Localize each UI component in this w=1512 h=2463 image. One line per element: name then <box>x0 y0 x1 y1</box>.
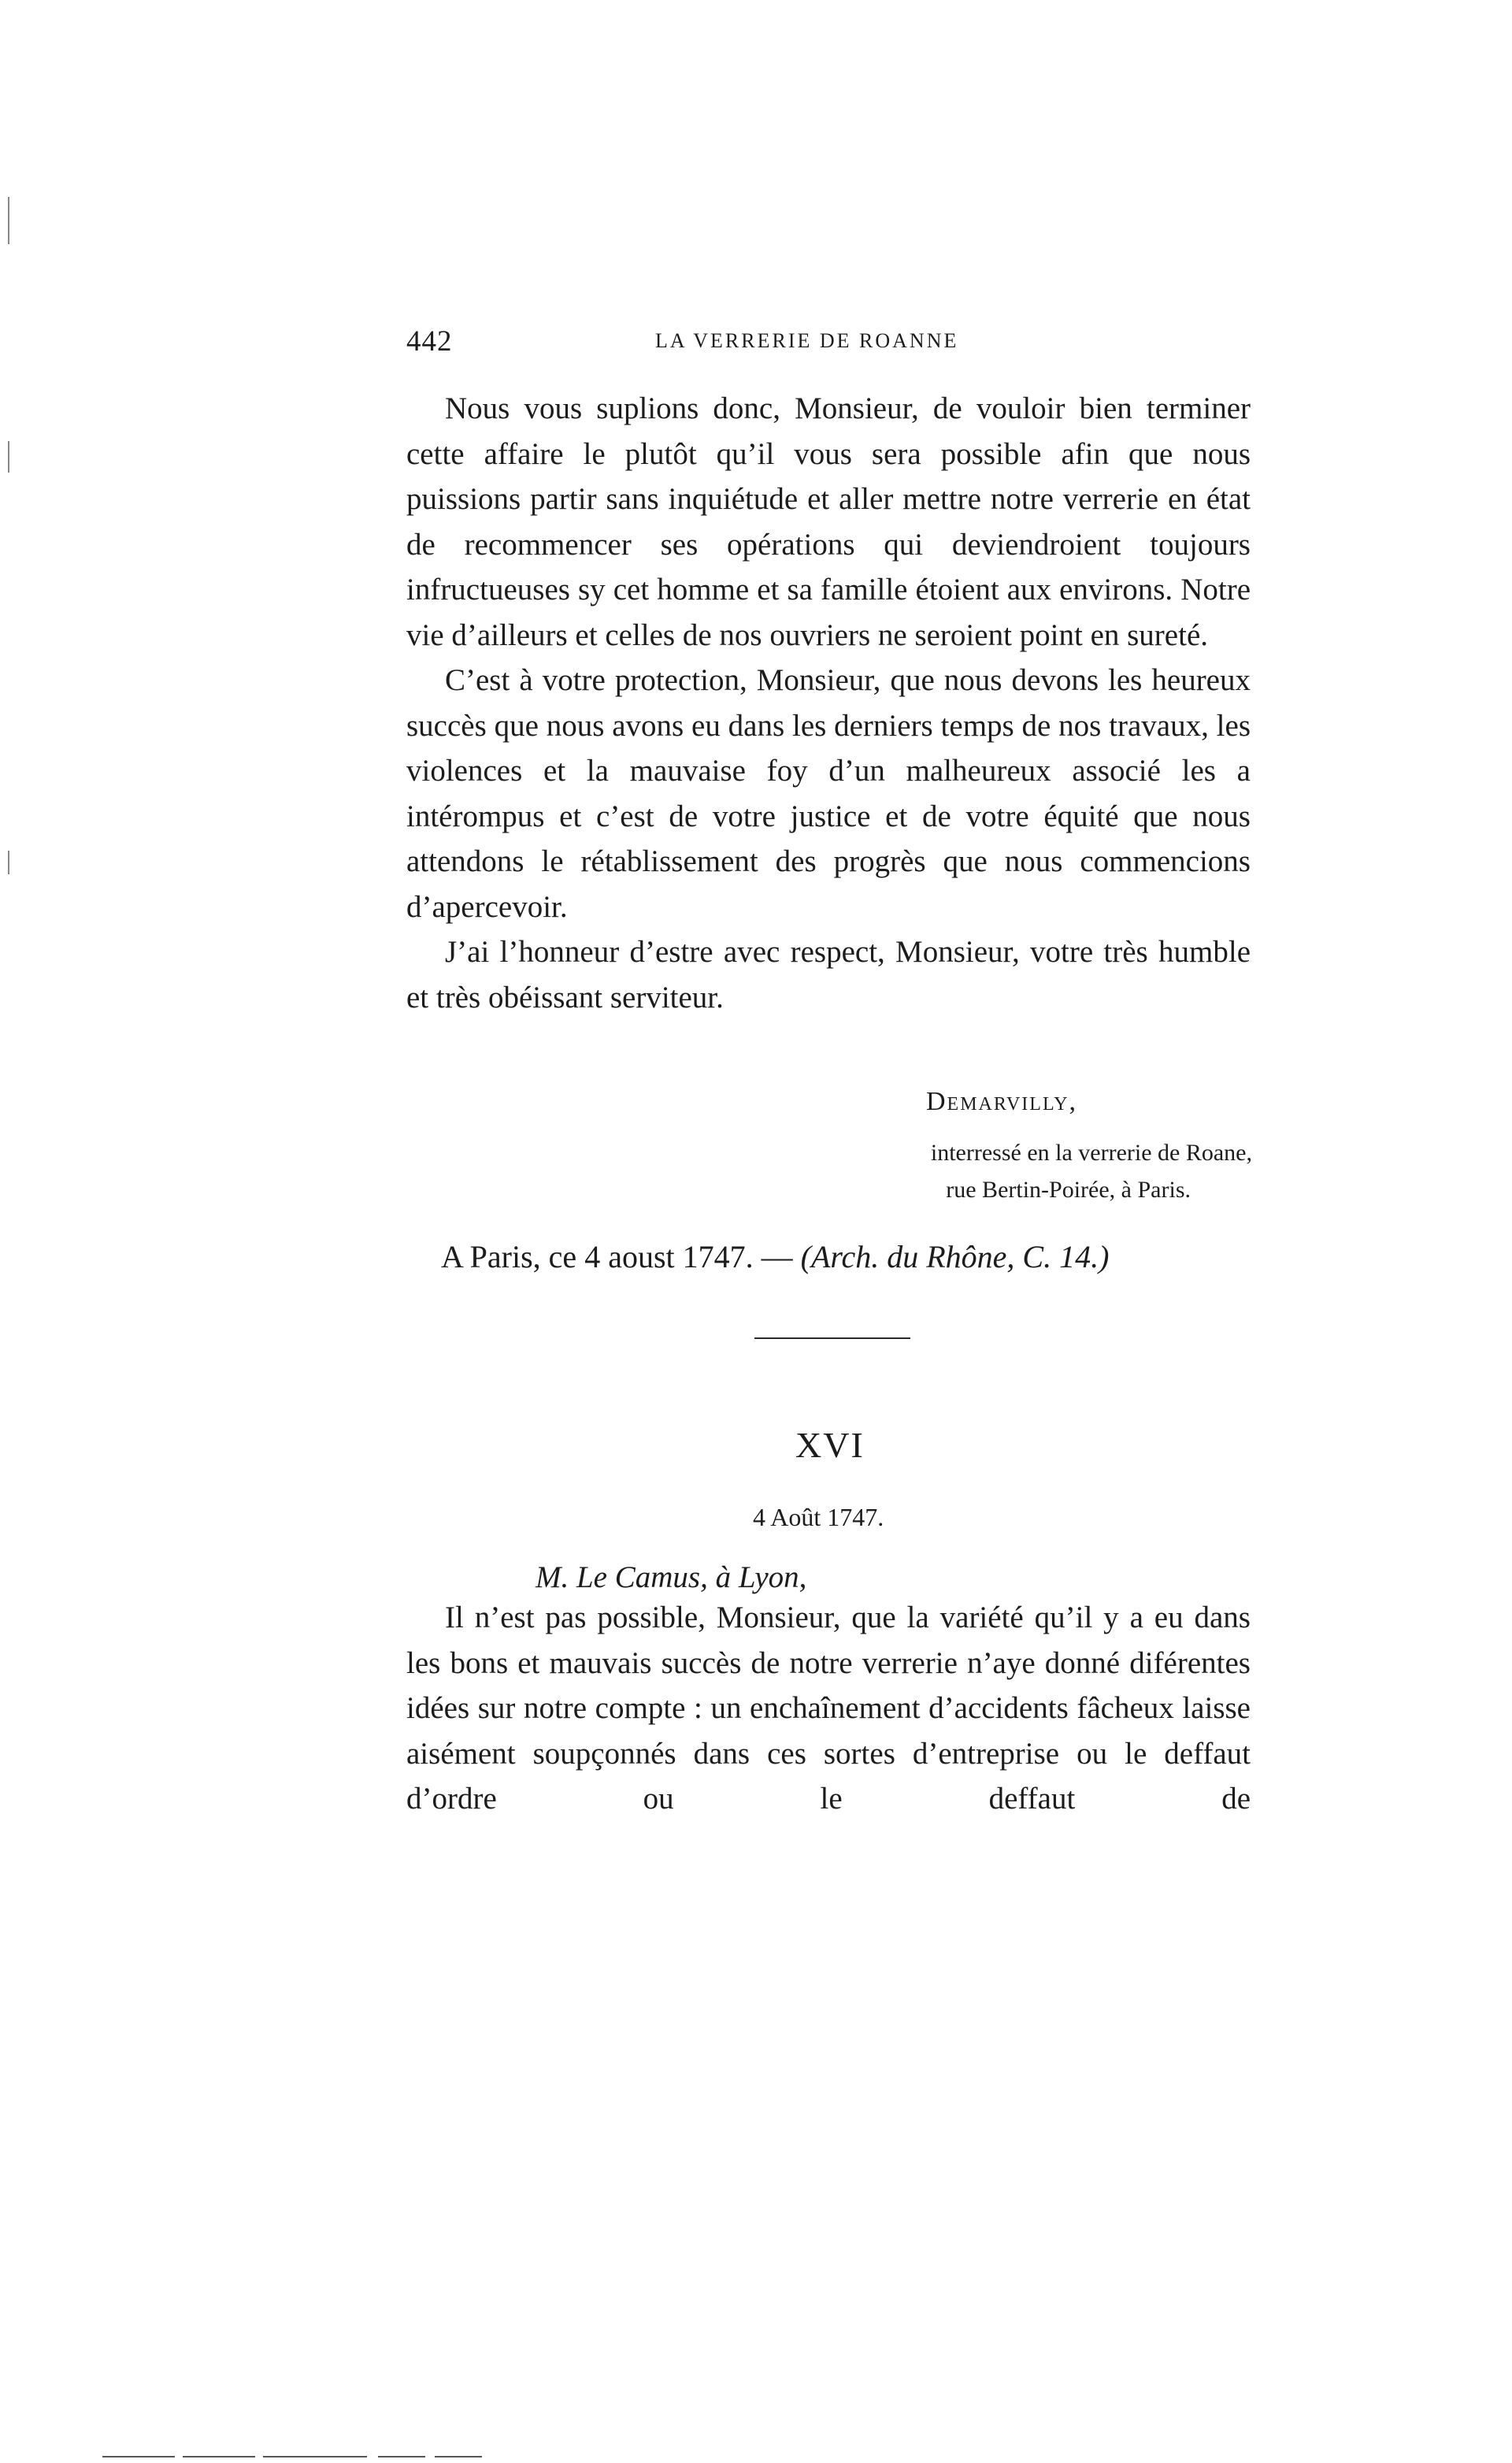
paragraph: Nous vous suplions donc, Monsieur, de vouloir bien terminer cette affaire le plutôt qu’il vous sera possible afin que nous puissions partir sans inquiétude et aller mettre notre verrerie en état de recommencer ses opérations qui deviendroient toujours infructueuses sy cet homme et sa famille étoient aux environs. Notre vie d’ailleurs et celles de nos ouvriers ne seroient point en sureté. <box>406 391 1251 652</box>
signature-name: Demarvilly, <box>926 1087 1078 1116</box>
paragraph: C’est à votre protection, Monsieur, que nous devons les heureux succès que nous avons eu dans les derniers temps de nos travaux, les violences et la mauvaise foy d’un malheureux associé les a intérompus et c’est de votre justice et de votre équité que nous attendons le rétablissement des progrès que nous commencions d’apercevoir. <box>406 663 1251 924</box>
scan-margin-mark <box>8 851 9 874</box>
section-date: 4 Août 1747. <box>753 1503 884 1531</box>
dateline <box>441 1238 1109 1275</box>
page-header <box>406 325 1254 356</box>
letter-2-body <box>406 1595 1251 1822</box>
scan-footer-mark <box>378 2456 425 2457</box>
dateline-place-date: A Paris, ce 4 aoust 1747. — <box>441 1239 801 1274</box>
scan-footer-mark <box>435 2456 482 2457</box>
scan-margin-mark <box>8 197 9 244</box>
section-divider <box>754 1337 910 1339</box>
letter-1-body <box>406 386 1251 1020</box>
page-number: 442 <box>406 325 453 358</box>
signature-address: rue Bertin-Poirée, à Paris. <box>946 1177 1191 1203</box>
archive-citation: (Arch. du Rhône, C. 14.) <box>800 1239 1110 1274</box>
running-title: LA VERRERIE DE ROANNE <box>655 329 959 352</box>
scan-footer-mark <box>183 2456 255 2457</box>
scan-footer-mark <box>263 2456 367 2457</box>
section-number: XVI <box>795 1425 865 1465</box>
scan-margin-mark <box>8 441 9 473</box>
signature-title: interressé en la verrerie de Roane, <box>930 1140 1252 1166</box>
paragraph: J’ai l’honneur d’estre avec respect, Monsieur, votre très humble et très obéissant serviteur. <box>406 935 1251 1015</box>
addressee: M. Le Camus, à Lyon, <box>536 1560 807 1594</box>
paragraph: Il n’est pas possible, Monsieur, que la variété qu’il y a eu dans les bons et mauvais succès de notre verrerie n’aye donné diférentes idées sur notre compte : un enchaînement d’accidents fâcheux laisse aisément soupçonnés dans ces sortes d’entreprise ou le deffaut d’ordre ou le deffaut de <box>406 1601 1251 1816</box>
scan-footer-mark <box>102 2456 175 2457</box>
